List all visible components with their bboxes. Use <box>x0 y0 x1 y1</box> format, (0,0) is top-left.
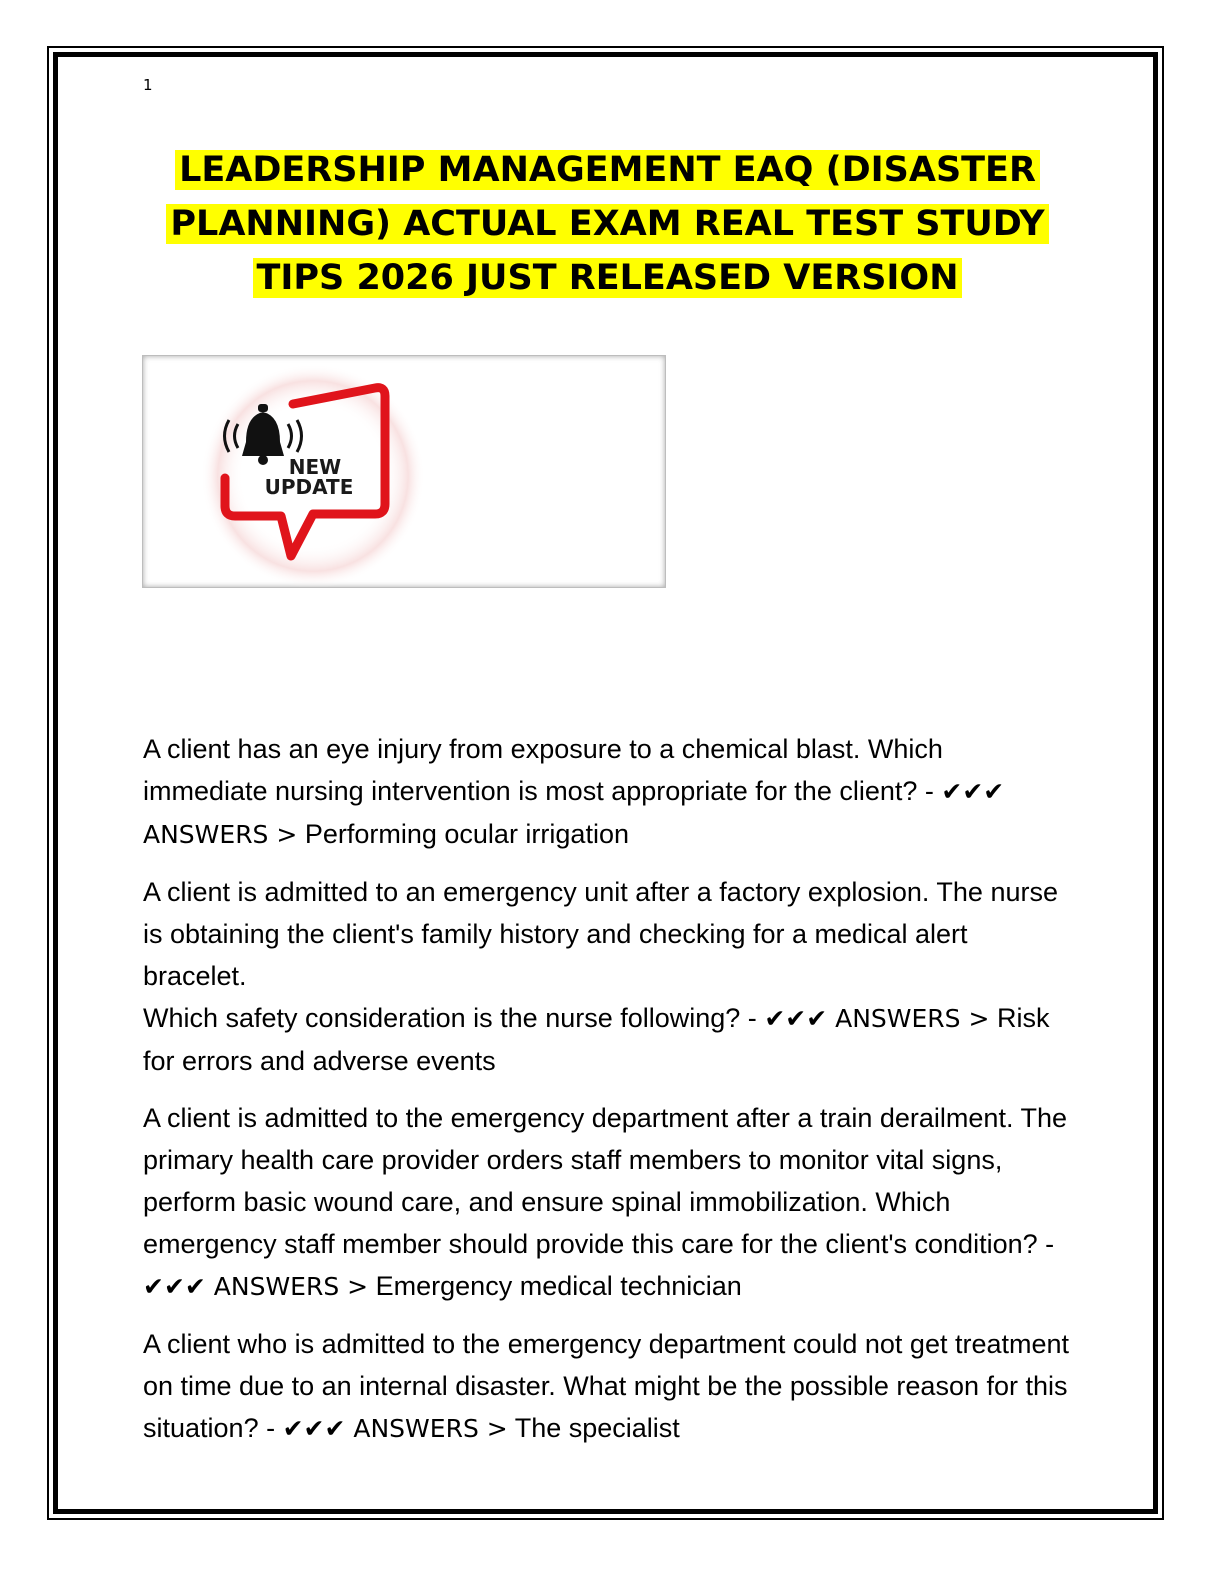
page-number: 1 <box>143 76 153 94</box>
answer-marker: ✔✔✔ ANSWERS > <box>143 1272 369 1301</box>
qa-item <box>143 871 1073 1082</box>
qa-answer: Risk for errors and adverse events <box>143 1003 1050 1076</box>
qa-answer: The specialist <box>514 1413 680 1443</box>
qa-answer: Emergency medical technician <box>375 1271 742 1301</box>
qa-answer: Performing ocular irrigation <box>304 819 629 849</box>
qa-item <box>143 1097 1073 1308</box>
qa-list <box>143 728 1073 1465</box>
answer-marker: ✔✔✔ ANSWERS > <box>764 1004 990 1033</box>
qa-item <box>143 1323 1073 1450</box>
badge-line-new: NEW <box>288 455 342 479</box>
answer-marker: ✔✔✔ ANSWERS > <box>143 777 1005 849</box>
answer-marker: ✔✔✔ ANSWERS > <box>282 1414 508 1443</box>
qa-question-extra: Which safety consideration is the nurse following? - <box>143 1003 757 1033</box>
qa-question: A client is admitted to the emergency department after a train derailment. The primary health care provider orders staff members to monitor vital signs, perform basic wound care, and ensure spinal immobilization. Which emergency staff member should provide this care for the client's condition? - <box>143 1103 1067 1259</box>
new-update-badge <box>142 355 666 588</box>
qa-item <box>143 728 1073 856</box>
badge-line-update: UPDATE <box>264 475 354 499</box>
qa-question: A client who is admitted to the emergency department could not get treatment on time due to an internal disaster. What might be the possible reason for this situation? - <box>143 1329 1070 1443</box>
title-highlight: LEADERSHIP MANAGEMENT EAQ (DISASTER PLANNING) ACTUAL EXAM REAL TEST STUDY TIPS 2026 JUST RELEASED VERSION <box>166 150 1048 298</box>
new-update-graphic <box>143 356 665 587</box>
qa-question: A client has an eye injury from exposure to a chemical blast. Which immediate nursing intervention is most appropriate for the client? - <box>143 734 943 806</box>
document-title <box>140 143 1075 305</box>
qa-question: A client is admitted to an emergency unit after a factory explosion. The nurse is obtaining the client's family history and checking for a medical alert bracelet. <box>143 877 1058 991</box>
